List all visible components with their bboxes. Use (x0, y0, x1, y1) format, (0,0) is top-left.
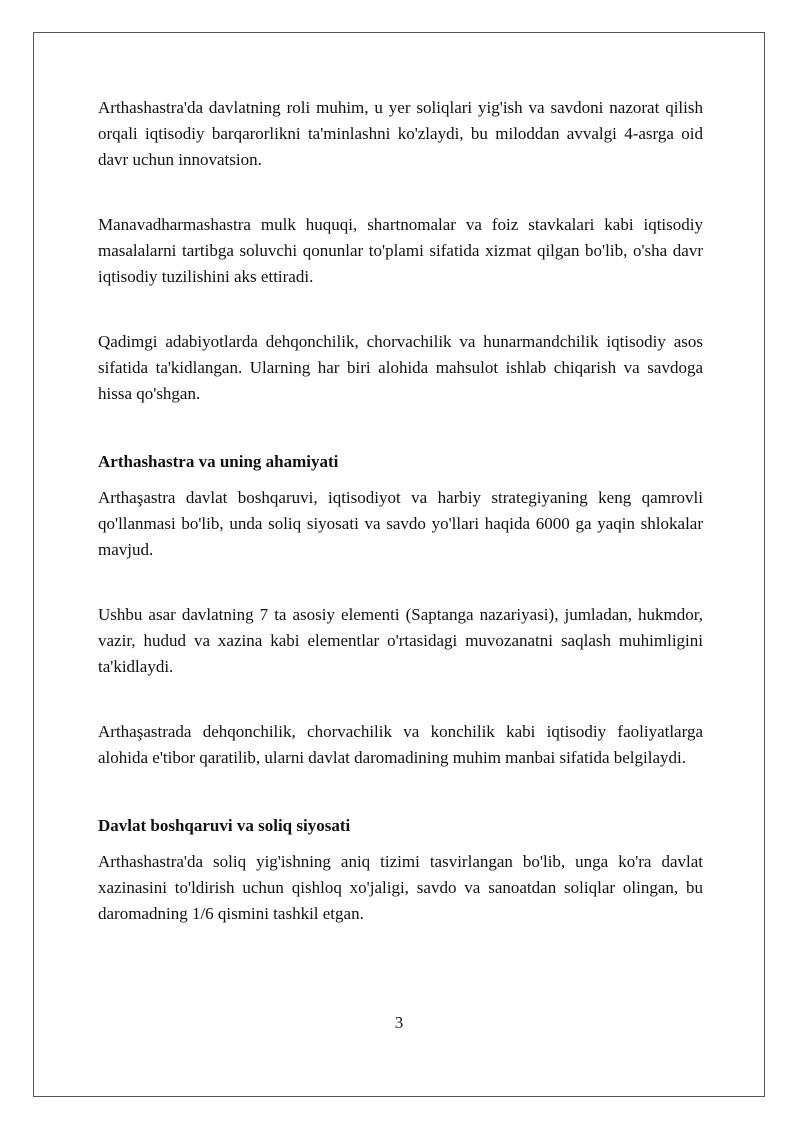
section2-paragraph-1: Arthashastra'da soliq yig'ishning aniq tizimi tasvirlangan bo'lib, unga ko'ra davlat xazinasini to'ldirish uchun qishloq xo'jaligi, savdo va sanoatdan soliqlar olingan, bu daromadning 1/6 qismini tashkil etgan. (98, 852, 703, 923)
document-page (33, 32, 765, 1097)
spacer (98, 771, 703, 813)
intro-paragraph-3: Qadimgi adabiyotlarda dehqonchilik, chorvachilik va hunarmandchilik iqtisodiy asos sifatida ta'kidlangan. Ularning har biri alohida mahsulot ishlab chiqarish va savdoga hissa qo'shgan. (98, 332, 703, 403)
intro-paragraph-2: Manavadharmashastra mulk huquqi, shartnomalar va foiz stavkalari kabi iqtisodiy masalalarni tartibga soluvchi qonunlar to'plami sifatida xizmat qilgan bo'lib, o'sha davr iqtisodiy tuzilishini aks ettiradi. (98, 215, 703, 286)
spacer (98, 173, 703, 212)
section1-paragraph-2: Ushbu asar davlatning 7 ta asosiy elementi (Saptanga nazariyasi), jumladan, hukmdor, vazir, hudud va xazina kabi elementlar o'rtasidagi muvozanatni saqlash muhimligini ta'kidlaydi. (98, 605, 703, 676)
section-heading-arthashastra: Arthashastra va uning ahamiyati (98, 452, 339, 471)
page-content (98, 95, 703, 927)
spacer (98, 563, 703, 602)
page-number: 3 (394, 1013, 404, 1032)
section-heading-tax-policy: Davlat boshqaruvi va soliq siyosati (98, 816, 351, 835)
section1-paragraph-3: Arthaşastrada dehqonchilik, chorvachilik va konchilik kabi iqtisodiy faoliyatlarga alohida e'tibor qaratilib, ularni davlat daromadining muhim manbai sifatida belgilaydi. (98, 722, 703, 767)
spacer (98, 290, 703, 329)
intro-paragraph-1: Arthashastra'da davlatning roli muhim, u yer soliqlari yig'ish va savdoni nazorat qilish orqali iqtisodiy barqarorlikni ta'minlashni ko'zlaydi, bu miloddan avvalgi 4-asrga oid davr uchun innovatsion. (98, 98, 703, 169)
spacer (98, 407, 703, 449)
section1-paragraph-1: Arthaşastra davlat boshqaruvi, iqtisodiyot va harbiy strategiyaning keng qamrovli qo'llanmasi bo'lib, unda soliq siyosati va savdo yo'llari haqida 6000 ga yaqin shlokalar mavjud. (98, 488, 703, 559)
spacer (98, 680, 703, 719)
